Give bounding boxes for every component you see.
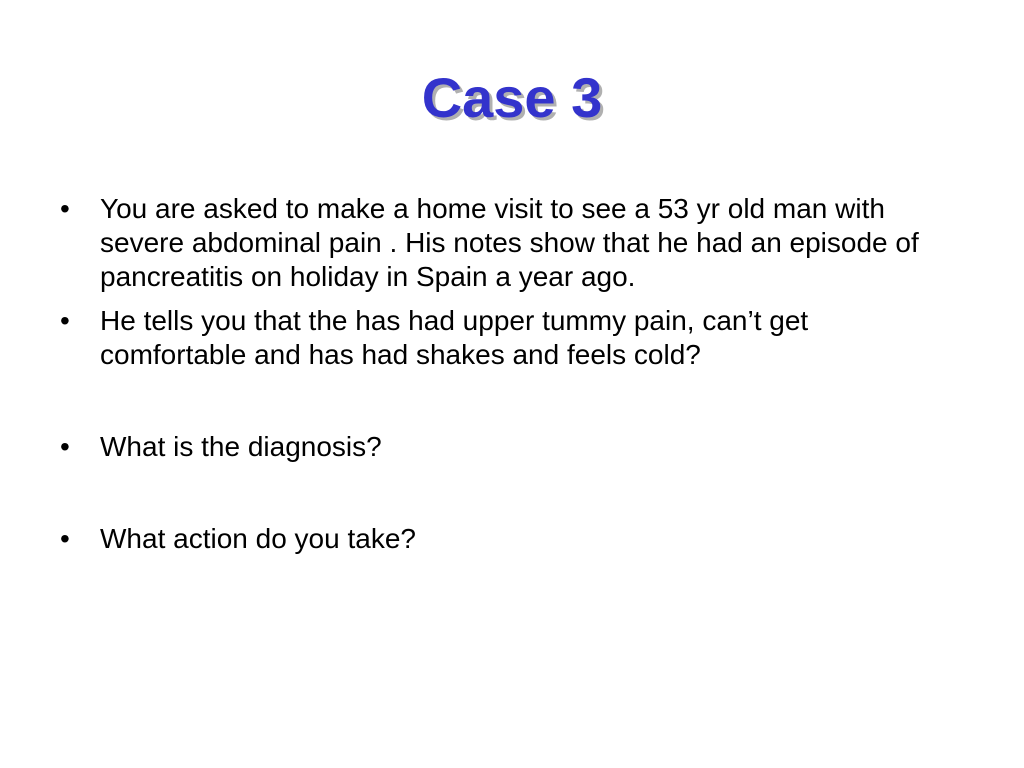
bullet-text: He tells you that the has had upper tummy pain, can’t get comfortable and has had shakes and feels cold?	[100, 305, 809, 370]
bullet-text: You are asked to make a home visit to see a 53 yr old man with severe abdominal pain . His notes show that he had an episode of pancreatitis on holiday in Spain a year ago.	[100, 193, 919, 292]
bullet-marker: •	[60, 305, 70, 336]
bullet-item	[58, 430, 958, 464]
bullet-marker: •	[60, 431, 70, 462]
slide-title: Case 3	[421, 66, 603, 129]
bullet-item	[58, 522, 958, 556]
bullet-text: What action do you take?	[100, 523, 416, 554]
bullet-item	[58, 304, 958, 372]
bullet-text: What is the diagnosis?	[100, 431, 382, 462]
bullet-marker: •	[60, 523, 70, 554]
bullet-marker: •	[60, 193, 70, 224]
bullet-item	[58, 192, 958, 294]
bullet-list	[58, 192, 958, 556]
